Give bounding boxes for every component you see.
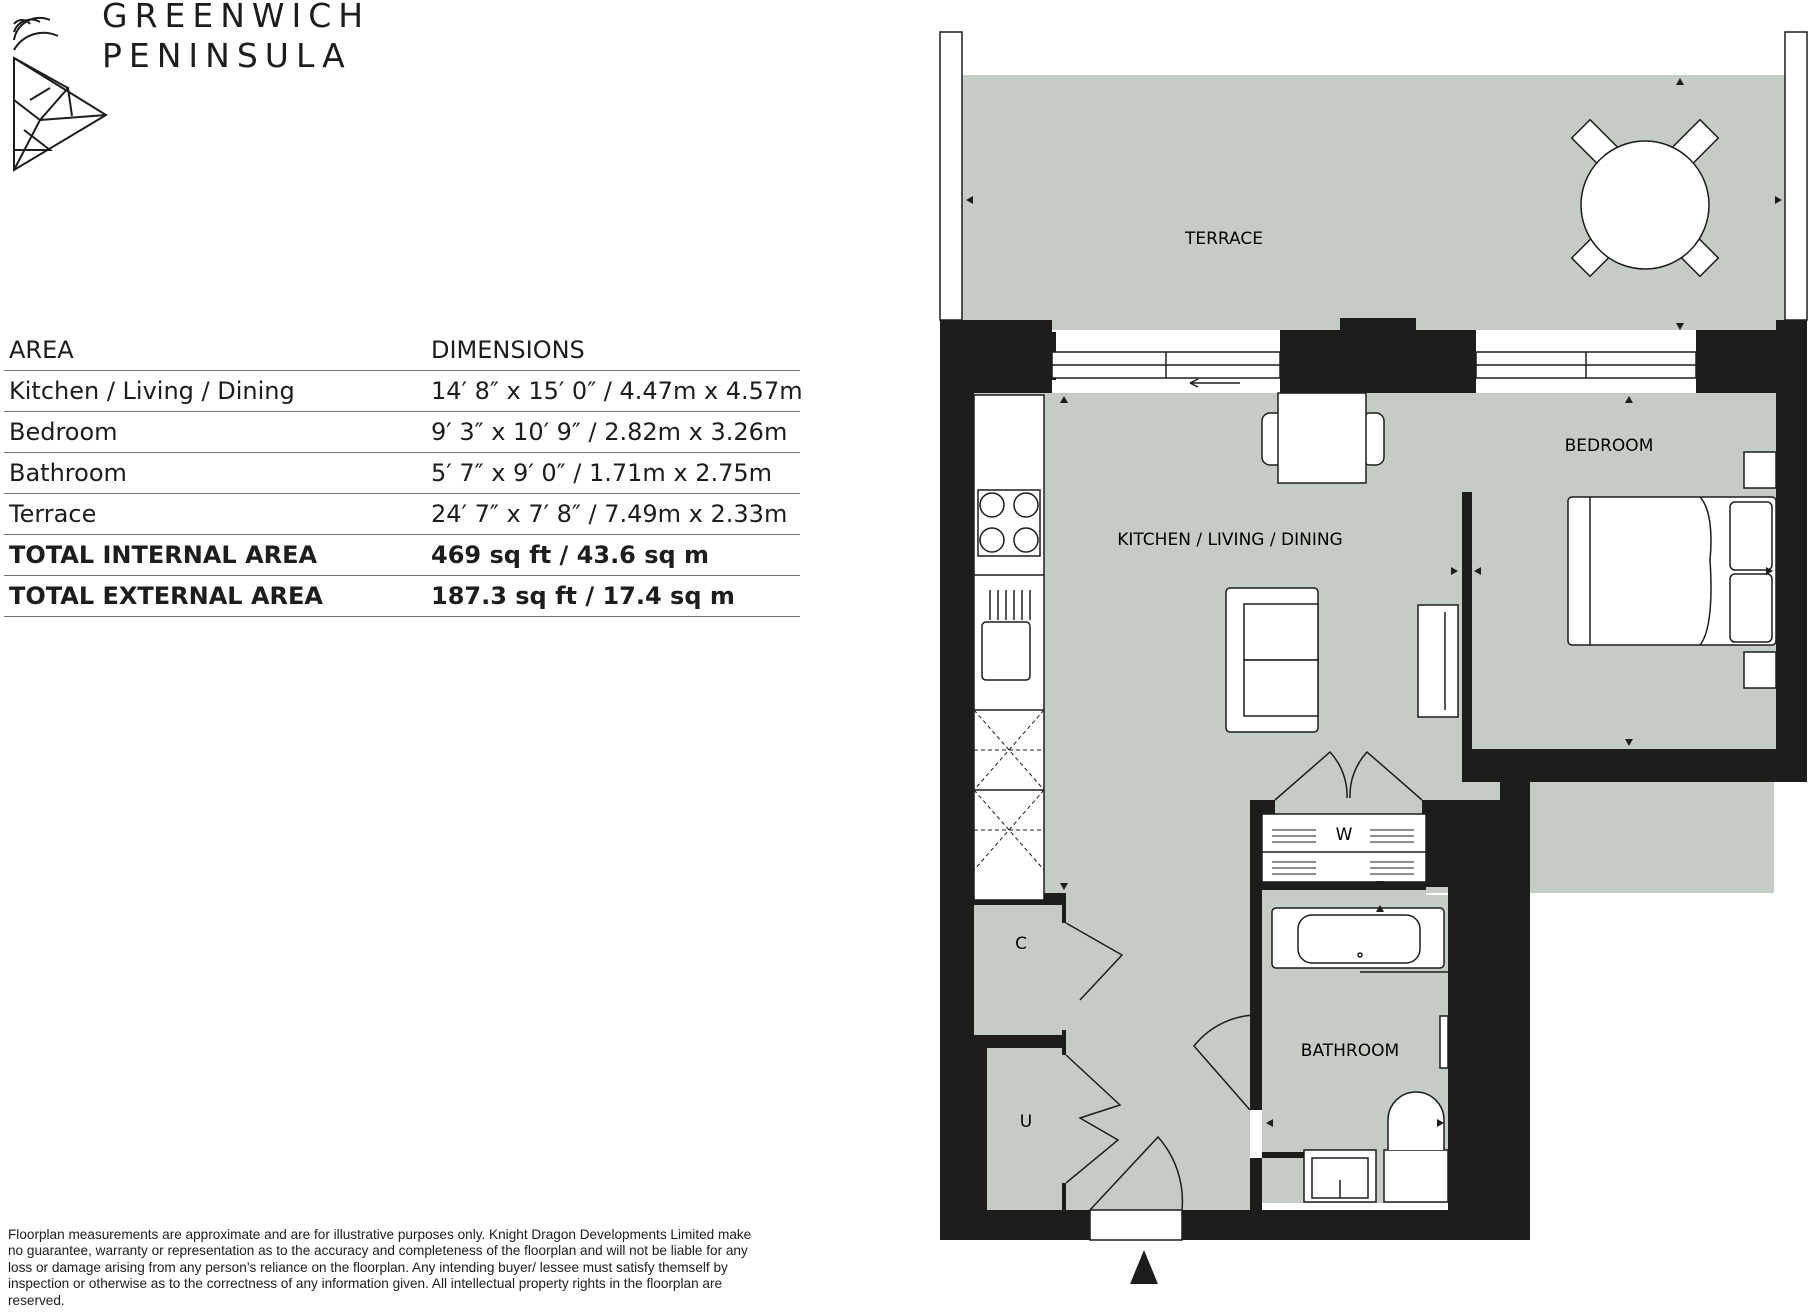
hall-floor [1060,860,1250,1240]
toilet-icon [1384,1092,1448,1202]
brand-name-line2: PENINSULA [102,36,352,75]
table-row-total [4,535,800,576]
floor-plan-drawing [930,28,1816,1290]
row-area: Bathroom [9,459,127,487]
tv-unit-icon [1418,605,1458,717]
terrace-label: TERRACE [1184,229,1264,249]
basin-icon [1304,1150,1376,1202]
disclaimer-text: Floorplan measurements are approximate and are for illustrative purposes only. Knight Dragon Developments Limited make no guarantee, warranty or representation as to the accuracy and completeness of the floorplan and will not be liable for any loss or damage arising from any person’s reliance on the floorplan. Any intending buyer/ lessee must satisfy themself by inspection or otherwise as to the correctness of any information given. All intellectual property rights in the floorplan are reserved. [8,1227,752,1308]
cupboard-floor [974,905,1064,1035]
table-row [4,494,800,535]
row-area: Terrace [9,500,97,528]
floor-plan [930,28,1816,1290]
table-row [4,371,803,412]
row-dimensions: 14′ 8″ x 15′ 0″ / 4.47m x 4.57m [431,377,803,405]
row-area: Bedroom [9,418,118,446]
header-dimensions: DIMENSIONS [431,336,585,364]
dining-table-icon [1262,393,1384,483]
wardrobe-label: W [1335,825,1353,845]
row-area: TOTAL EXTERNAL AREA [9,582,323,610]
row-dimensions: 5′ 7″ x 9′ 0″ / 1.71m x 2.75m [431,459,773,487]
row-area: TOTAL INTERNAL AREA [9,541,318,569]
table-row-total [4,576,800,617]
area-dimensions-table [4,330,803,617]
table-row [4,412,800,453]
bathroom-label: BATHROOM [1300,1041,1400,1061]
bedroom-label: BEDROOM [1564,436,1654,456]
entrance-arrow-icon [1130,1250,1158,1284]
cupboard-label: C [1015,934,1027,954]
row-dimensions: 9′ 3″ x 10′ 9″ / 2.82m x 3.26m [431,418,788,446]
bathtub-icon [1272,908,1444,968]
kitchen-counter-icon [974,395,1044,900]
table-row [4,453,800,494]
towel-rail-icon [1440,1016,1448,1068]
brand-logo [10,0,370,180]
sofa-icon [1226,588,1318,732]
entrance-threshold [1090,1210,1182,1240]
utility-floor [987,1048,1064,1233]
kitchen-living-dining-label: KITCHEN / LIVING / DINING [1117,530,1343,550]
brand-name-line1: GREENWICH [102,0,371,35]
table-header [4,330,800,371]
row-dimensions: 469 sq ft / 43.6 sq m [431,541,710,569]
utility-label: U [1019,1112,1033,1132]
header-area: AREA [9,336,74,364]
row-dimensions: 24′ 7″ x 7′ 8″ / 7.49m x 2.33m [431,500,788,528]
row-dimensions: 187.3 sq ft / 17.4 sq m [431,582,735,610]
row-area: Kitchen / Living / Dining [9,377,295,405]
terrace-table-icon [1572,120,1719,277]
